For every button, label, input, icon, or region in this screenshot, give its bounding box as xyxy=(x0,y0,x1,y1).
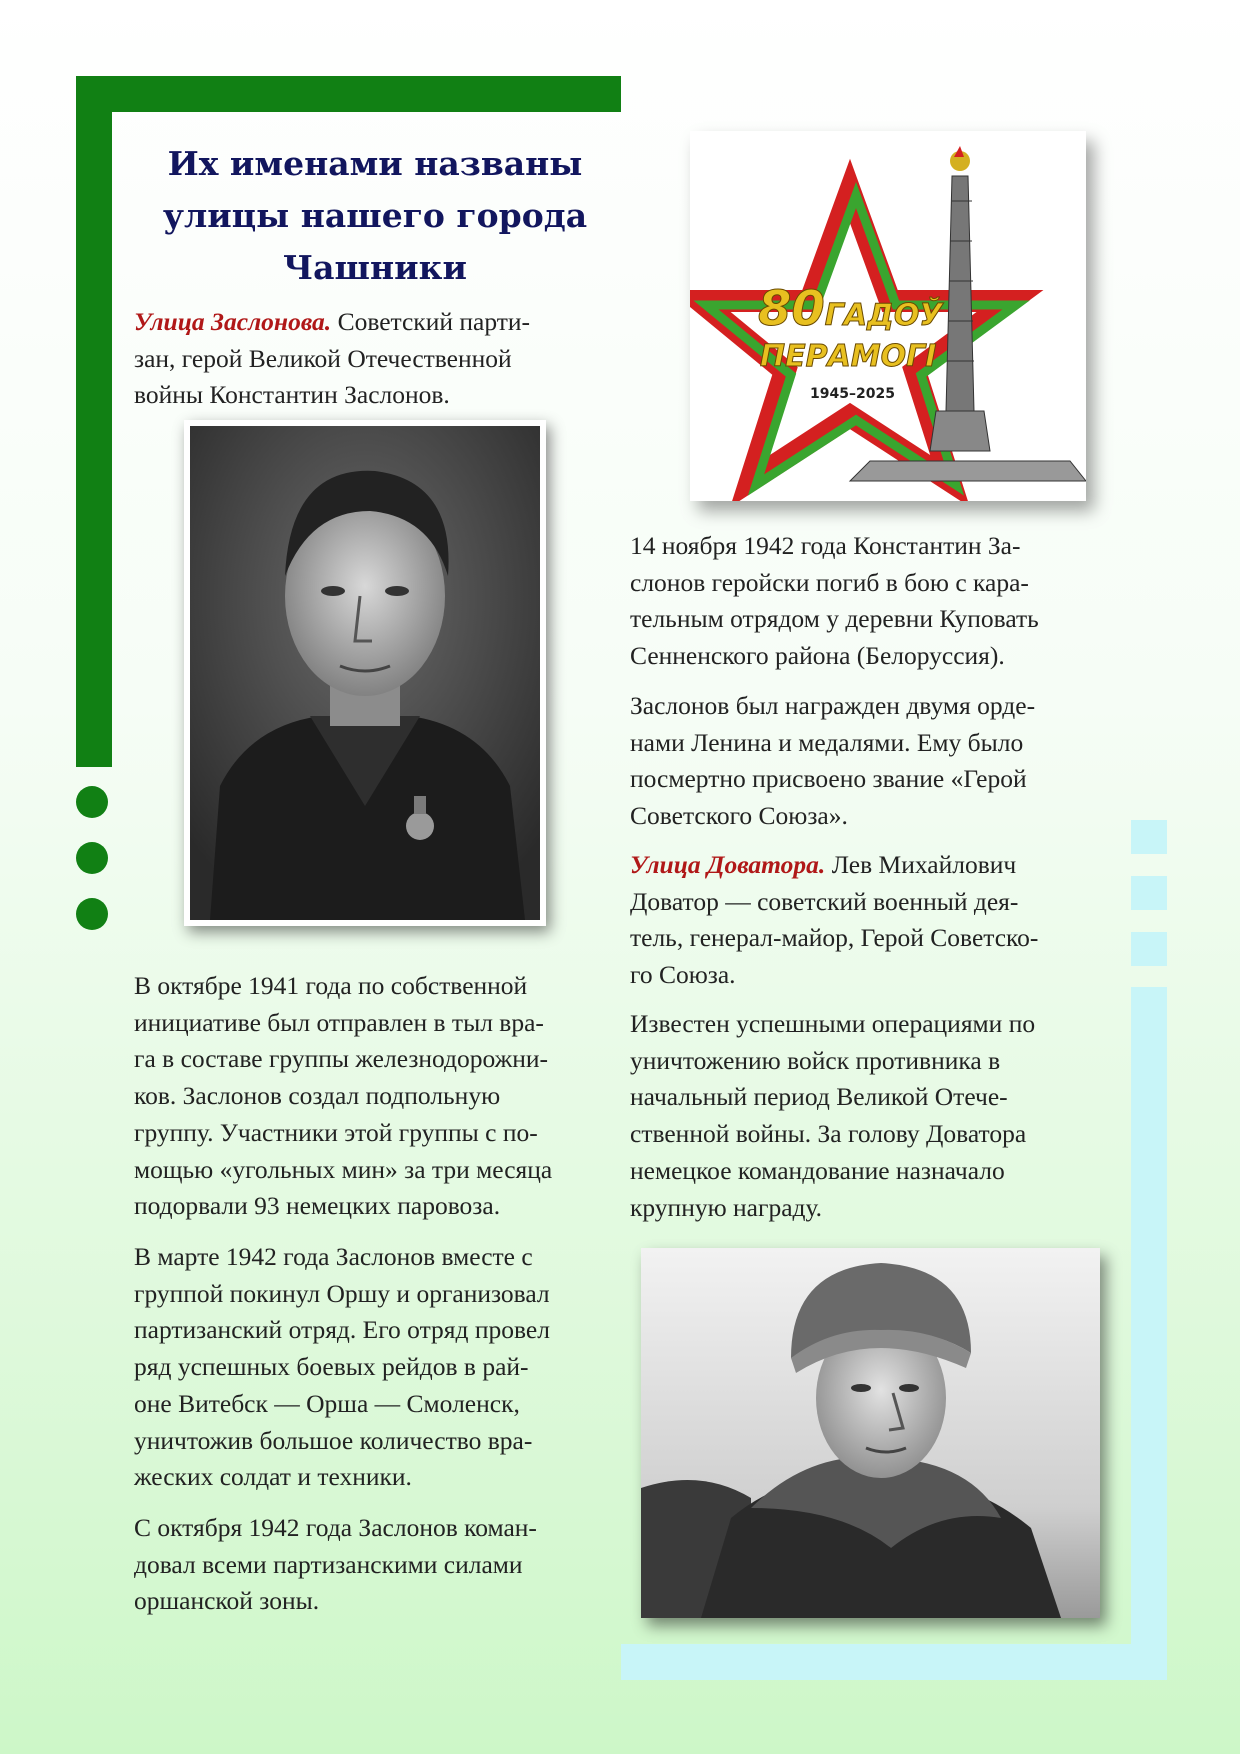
logo-text xyxy=(758,281,942,337)
street-name-zaslonov: Улица Заслонова. xyxy=(134,307,332,336)
green-frame-top xyxy=(76,76,621,112)
text-line: оршанской зоны. xyxy=(134,1586,320,1616)
dovator-intro xyxy=(630,847,1110,994)
text-line: посмертно присвоено звание «Герой xyxy=(630,764,1027,794)
cyan-frame-right xyxy=(1131,987,1167,1680)
text-line: слонов геройски погиб в бою с кара- xyxy=(630,567,1029,597)
text-line: С октября 1942 года Заслонов коман- xyxy=(134,1513,537,1542)
zaslonov-intro xyxy=(134,304,614,414)
text-line: жеских солдат и техники. xyxy=(134,1462,412,1492)
text-line: ственной войны. За голову Доватора xyxy=(630,1119,1027,1149)
page-title xyxy=(120,138,630,294)
text-line: Советского Союза». xyxy=(630,801,848,831)
dovator-paragraph xyxy=(630,1006,1110,1226)
text-line: Доватор — советский военный дея- xyxy=(630,886,1019,916)
logo-word-victory: ПЕРАМОГІ xyxy=(760,339,937,374)
cyan-square-1 xyxy=(1131,820,1167,854)
logo-word-years: ГАДОЎ xyxy=(824,298,943,333)
text-line: 14 ноября 1942 года Константин За- xyxy=(630,531,1021,560)
text-line: инициативе был отправлен в тыл вра- xyxy=(134,1007,544,1037)
text-line: тельным отрядом у деревни Куповать xyxy=(630,604,1039,634)
title-line: Их именами названы xyxy=(167,144,583,183)
cyan-square-2 xyxy=(1131,876,1167,910)
text-line: га в составе группы железнодорожни- xyxy=(134,1044,549,1074)
zaslonov-paragraph-1 xyxy=(134,968,624,1225)
text-line: нами Ленина и медалями. Ему было xyxy=(630,727,1024,757)
zaslonov-portrait-image xyxy=(190,426,540,920)
text-line: мощью «угольных мин» за три месяца xyxy=(134,1154,553,1184)
text-line: партизанский отряд. Его отряд провел xyxy=(134,1315,550,1345)
logo-number: 80 xyxy=(758,281,825,337)
text-line: оне Витебск — Орша — Смоленск, xyxy=(134,1388,520,1418)
title-line: Чашники xyxy=(283,248,467,287)
cyan-square-3 xyxy=(1131,932,1167,966)
dovator-portrait-image xyxy=(641,1248,1100,1618)
text-line: Сенненского района (Белоруссия). xyxy=(630,641,1005,671)
green-frame-left xyxy=(76,76,112,767)
title-line: улицы нашего города xyxy=(162,196,588,235)
text-line: уничтожению войск противника в xyxy=(630,1045,1001,1075)
green-dot-1 xyxy=(76,786,108,818)
green-dot-3 xyxy=(76,898,108,930)
text-line: Заслонов был награжден двумя орде- xyxy=(630,691,1036,720)
text-line: крупную награду. xyxy=(630,1192,823,1222)
text-line: уничтожив большое количество вра- xyxy=(134,1425,533,1455)
text-line: довал всеми партизанскими силами xyxy=(134,1549,523,1579)
text-line: группу. Участники этой группы с по- xyxy=(134,1117,538,1147)
text-line: зан, герой Великой Отечественной xyxy=(134,343,512,373)
text-line: начальный период Великой Отече- xyxy=(630,1082,1008,1112)
zaslonov-death-paragraph xyxy=(630,528,1110,675)
cyan-frame-bottom xyxy=(621,1644,1167,1680)
text-line: Советский парти- xyxy=(331,307,531,336)
dovator-photo xyxy=(641,1248,1100,1618)
text-line: группой покинул Оршу и организовал xyxy=(134,1278,550,1308)
text-line: войны Константин Заслонов. xyxy=(134,380,450,410)
text-line: В октябре 1941 года по собственной xyxy=(134,971,528,1000)
zaslonov-photo xyxy=(184,420,546,926)
street-name-dovator: Улица Доватора. xyxy=(630,850,826,879)
text-line: го Союза. xyxy=(630,960,736,990)
zaslonov-awards-paragraph xyxy=(630,688,1110,835)
text-line: ков. Заслонов создал подпольную xyxy=(134,1081,501,1111)
text-line: Лев Михайлович xyxy=(825,850,1017,879)
text-line: немецкое командование назначало xyxy=(630,1155,1005,1185)
zaslonov-paragraph-3 xyxy=(134,1510,624,1620)
text-line: тель, генерал-майор, Герой Советско- xyxy=(630,923,1039,953)
victory-80-logo xyxy=(690,131,1086,501)
text-line: подорвали 93 немецких паровоза. xyxy=(134,1191,501,1221)
text-line: В марте 1942 года Заслонов вместе с xyxy=(134,1242,533,1271)
text-line: ряд успешных боевых рейдов в рай- xyxy=(134,1352,529,1382)
zaslonov-paragraph-2 xyxy=(134,1239,624,1496)
logo-years: 1945–2025 xyxy=(810,386,895,402)
text-line: Известен успешными операциями по xyxy=(630,1009,1036,1038)
green-dot-2 xyxy=(76,842,108,874)
